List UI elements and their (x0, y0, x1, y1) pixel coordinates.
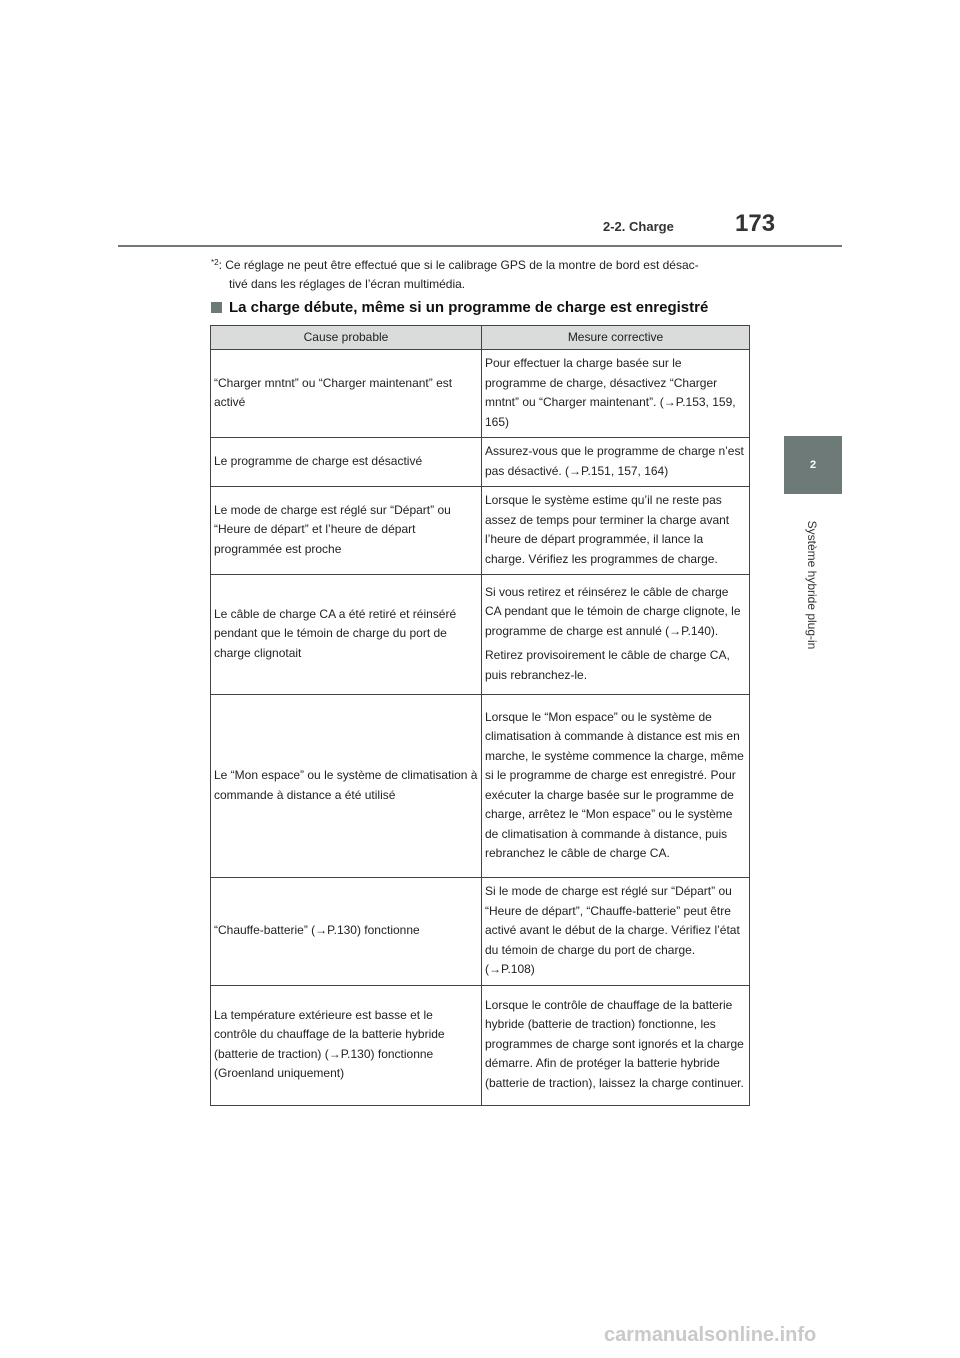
column-header-measure: Mesure corrective (482, 326, 750, 350)
measure-paragraph: Lorsque le “Mon espace” ou le système de climatisation à commande à distance est mis en marche, le système commence la charge, même si le programme de charge est enregistré. Pour exécuter la charge basée sur le programme de charge, arrêtez le “Mon espace” ou le système de climatisation à commande à distance, puis rebranchez le câble de charge CA. (485, 709, 744, 860)
cause-measure-table (210, 325, 750, 1106)
section-header: 2-2. Charge (603, 219, 674, 234)
measure-paragraph: Lorsque le système estime qu’il ne reste pas assez de temps pour terminer la charge avant l’heure de départ programmée, il lance la charge. Vérifiez les programmes de charge. (485, 493, 730, 566)
table-body (211, 350, 750, 1106)
measure-cell (482, 575, 750, 695)
footnote-text: : Ce réglage ne peut être effectué que si le calibrage GPS de la montre de bord est désac- (218, 258, 699, 272)
measure-paragraph: Si le mode de charge est réglé sur “Départ” ou “Heure de départ”, “Chauffe-batterie” peut être activé avant le début de la charge. Vérifiez l’état du témoin de charge du port de charge. (→P.108) (485, 884, 740, 976)
chapter-tab: 2 (784, 436, 842, 494)
page-number: 173 (735, 210, 776, 237)
cause-cell: Le mode de charge est réglé sur “Départ” ou “Heure de départ” et l’heure de départ programmée est proche (211, 487, 482, 575)
table-row (211, 350, 750, 438)
cause-cell: La température extérieure est basse et le contrôle du chauffage de la batterie hybride (batterie de traction) (→P.130) fonctionne (Groenland uniquement) (211, 985, 482, 1105)
cause-cell: Le programme de charge est désactivé (211, 438, 482, 487)
measure-paragraph: Pour effectuer la charge basée sur le programme de charge, désactivez “Charger mntnt” ou “Charger maintenant”. (→P.153, 159, 165) (485, 356, 736, 429)
column-header-cause: Cause probable (211, 326, 482, 350)
watermark: carmanualsonline.info (604, 1324, 817, 1346)
measure-paragraph: Assurez-vous que le programme de charge n’est pas désactivé. (→P.151, 157, 164) (485, 444, 744, 478)
measure-paragraph: Lorsque le contrôle de chauffage de la batterie hybride (batterie de traction) fonctionne, les programmes de charge sont ignorés et la charge démarre. Afin de protéger la batterie hybride (batterie de traction), laissez la charge continuer. (485, 997, 744, 1090)
footnote (211, 256, 751, 294)
header-rule (118, 245, 842, 247)
cause-cell: Le câble de charge CA a été retiré et réinséré pendant que le témoin de charge du port de charge clignotait (211, 575, 482, 695)
cause-cell: Le “Mon espace” ou le système de climatisation à commande à distance a été utilisé (211, 695, 482, 878)
table-row (211, 985, 750, 1105)
table-row (211, 575, 750, 695)
chapter-label: Système hybride plug-in (805, 520, 819, 650)
measure-cell (482, 350, 750, 438)
measure-paragraph: Si vous retirez et réinsérez le câble de charge CA pendant que le témoin de charge clignote, le programme de charge est annulé (→P.140). (485, 584, 741, 638)
measure-cell (482, 695, 750, 878)
measure-cell (482, 487, 750, 575)
cause-cell: “Chauffe-batterie” (→P.130) fonctionne (211, 878, 482, 986)
footnote-marker: *2 (211, 258, 219, 267)
section-heading-text: La charge débute, même si un programme de charge est enregistré (229, 299, 709, 316)
section-heading (211, 299, 708, 316)
cause-cell: “Charger mntnt” ou “Charger maintenant” est activé (211, 350, 482, 438)
measure-cell (482, 985, 750, 1105)
square-bullet-icon (211, 302, 222, 313)
measure-paragraph: Retirez provisoirement le câble de charge CA, puis rebranchez-le. (485, 648, 730, 682)
table-row (211, 487, 750, 575)
measure-cell (482, 878, 750, 986)
measure-cell (482, 438, 750, 487)
footnote-text-continued: tivé dans les réglages de l’écran multimédia. (229, 277, 466, 291)
table-header-row (211, 326, 750, 350)
table-row (211, 878, 750, 986)
table-row (211, 695, 750, 878)
table-row (211, 438, 750, 487)
